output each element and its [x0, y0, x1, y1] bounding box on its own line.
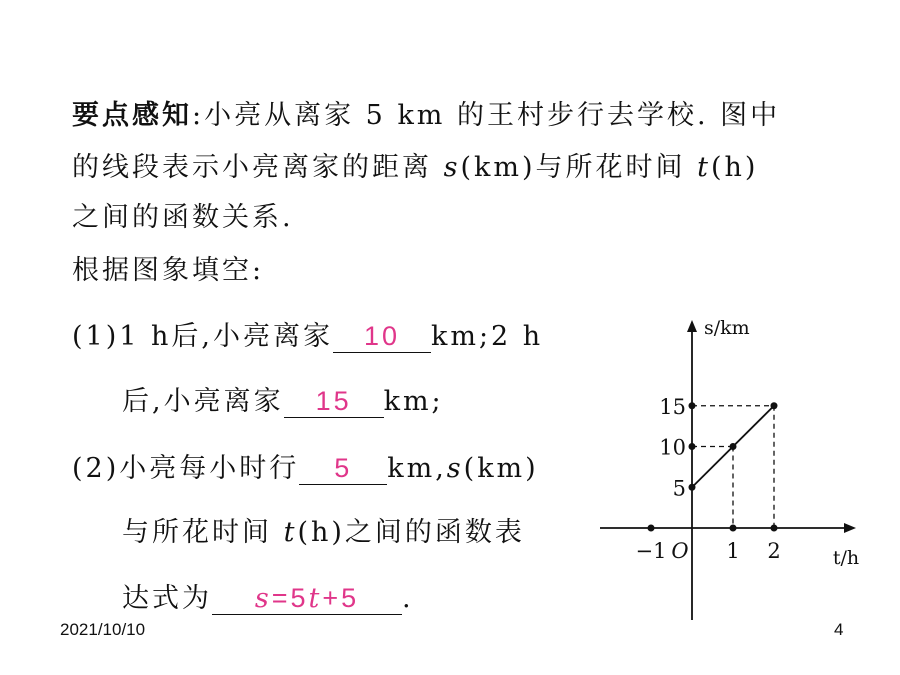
section-heading: 要点感知 — [72, 100, 192, 131]
var-t: t — [697, 152, 711, 183]
q2-answer-2-t: t — [308, 583, 323, 614]
x-axis-arrow — [844, 523, 856, 533]
instruction-text: 根据图象填空: — [72, 255, 265, 286]
data-point-2 — [771, 402, 778, 409]
intro-line-2 — [72, 152, 758, 184]
origin-label: O — [671, 539, 689, 563]
intro-line-1 — [72, 100, 780, 132]
q2-text-2b: (km) — [463, 453, 539, 484]
y-tick-label-0: 5 — [672, 476, 686, 501]
x-axis-label: t/h — [832, 547, 860, 569]
q2-answer-2-blank — [212, 582, 402, 615]
x-tick-label-0: −1 — [635, 539, 667, 563]
q2-line-2 — [122, 517, 525, 549]
q2-answer-2-s: s — [254, 583, 272, 614]
q2-answer-1-blank — [299, 452, 387, 485]
var-s: s — [446, 453, 464, 484]
q1-text-3: 后,小亮离家 — [122, 386, 284, 417]
q1-answer-2: 15 — [315, 386, 352, 416]
q1-answer-1-blank — [333, 320, 431, 353]
q2-line-1 — [72, 452, 539, 485]
var-t: t — [283, 517, 298, 548]
footer-page-number: 4 — [834, 620, 844, 639]
q1-answer-2-blank — [284, 385, 384, 418]
y-tick-point-2 — [689, 402, 696, 409]
y-tick-point-0 — [689, 484, 696, 491]
intro-text-2c: (h) — [710, 152, 759, 183]
q1-line-1 — [72, 320, 543, 353]
q1-text-1: (1)1 h后,小亮离家 — [72, 321, 333, 352]
intro-text-3: 之间的函数关系. — [72, 202, 294, 233]
var-s: s — [443, 152, 461, 183]
data-point-1 — [730, 443, 737, 450]
y-tick-point-1 — [689, 443, 696, 450]
instruction — [72, 255, 264, 287]
q1-answer-1: 10 — [363, 321, 400, 351]
q2-text-3a: 与所花时间 — [122, 517, 284, 548]
footer-date: 2021/10/10 — [60, 620, 146, 639]
q2-answer-1: 5 — [334, 453, 353, 483]
intro-text-1: :小亮从离家 5 km 的王村步行去学校. 图中 — [192, 100, 781, 131]
q2-line-3 — [122, 582, 414, 615]
intro-text-2b: (km)与所花时间 — [460, 152, 698, 183]
y-axis-label: s/km — [704, 317, 750, 339]
intro-line-3 — [72, 202, 294, 234]
q2-answer-2-mid: =5 — [271, 583, 309, 613]
q2-text-4: 达式为 — [122, 583, 212, 614]
y-tick-label-2: 15 — [659, 394, 686, 419]
x-tick-point-0 — [648, 525, 655, 532]
x-tick-label-2: 2 — [767, 539, 781, 563]
q2-text-2a: km, — [387, 453, 447, 484]
q2-text-5: . — [402, 583, 414, 614]
x-tick-point-1 — [730, 525, 737, 532]
q1-line-2 — [122, 385, 444, 418]
q2-text-1: (2)小亮每小时行 — [72, 453, 300, 484]
y-axis-arrow — [687, 320, 697, 332]
q2-text-3b: (h)之间的函数表 — [297, 517, 525, 548]
q1-text-4: km; — [383, 386, 444, 417]
y-tick-label-1: 10 — [659, 435, 686, 460]
q1-text-2: km;2 h — [430, 321, 544, 352]
intro-text-2a: 的线段表示小亮离家的距离 — [72, 152, 444, 183]
q2-answer-2-end: +5 — [322, 583, 360, 613]
function-graph — [590, 308, 880, 620]
x-tick-point-2 — [771, 525, 778, 532]
x-tick-label-1: 1 — [726, 539, 740, 563]
